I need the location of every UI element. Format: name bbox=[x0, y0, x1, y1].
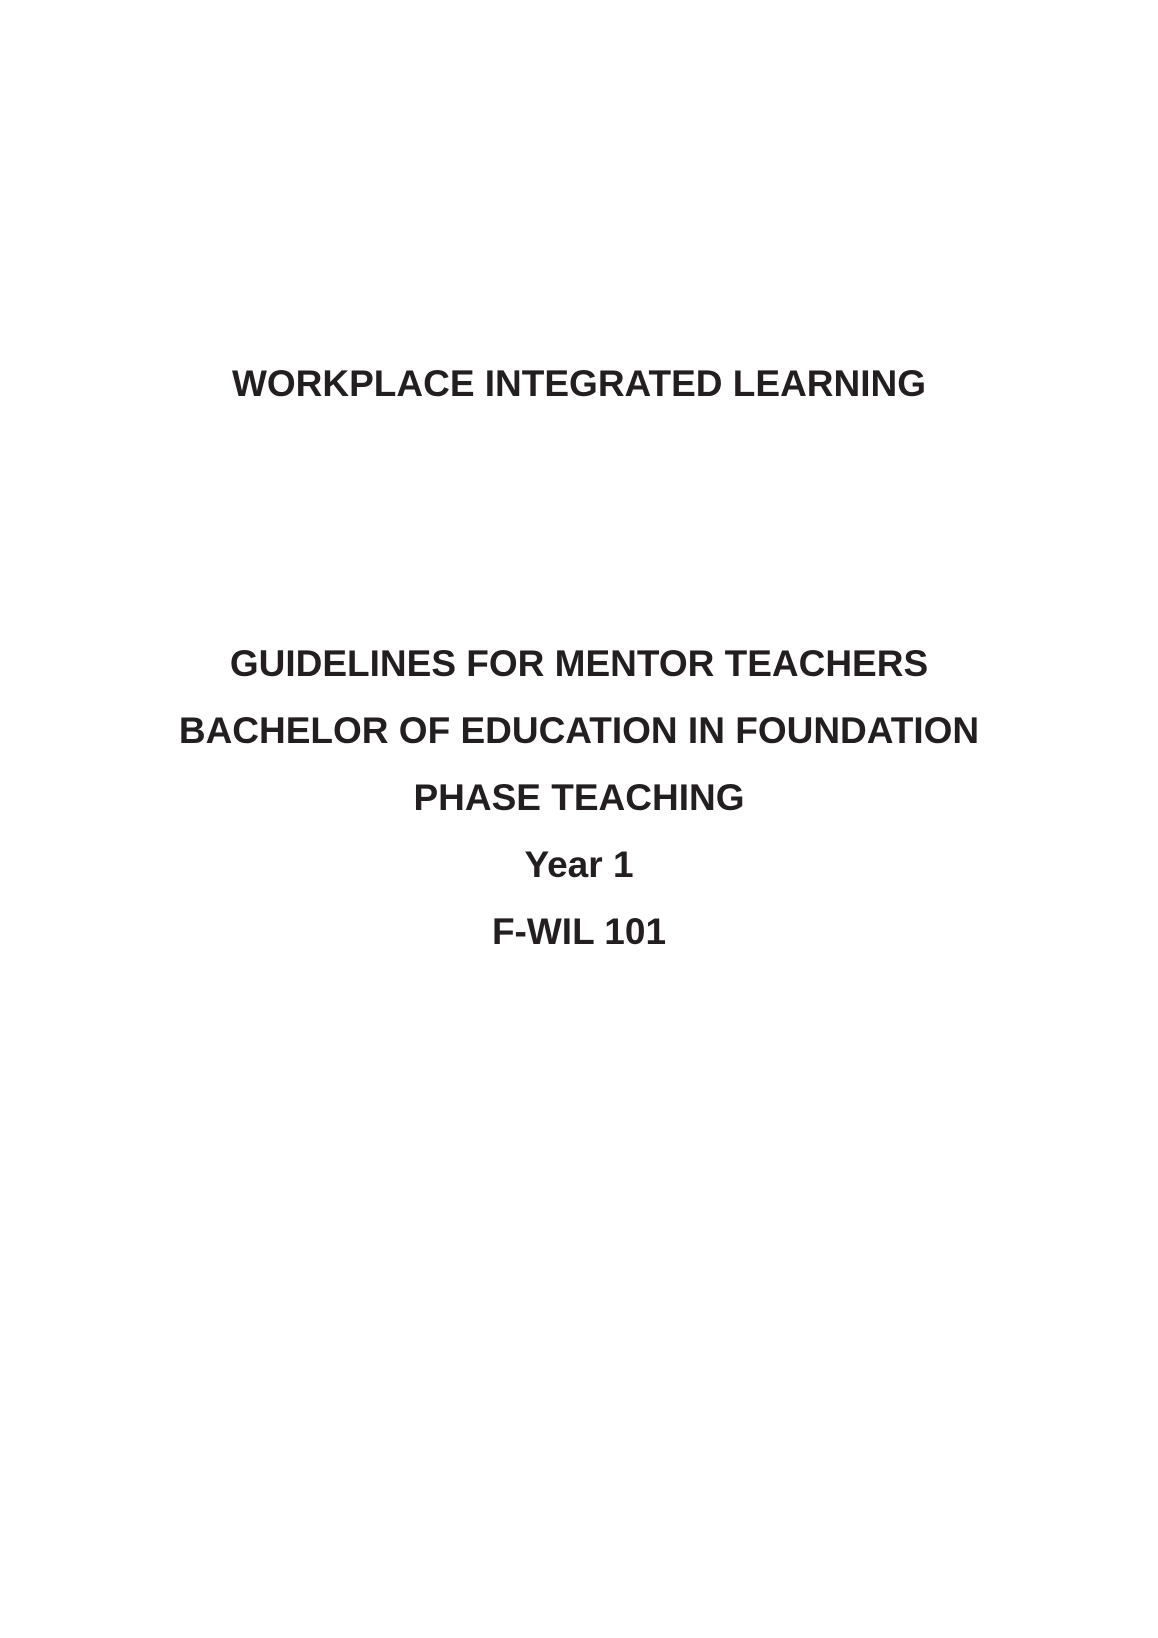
guidelines-heading: GUIDELINES FOR MENTOR TEACHERS bbox=[229, 643, 929, 684]
document-title: WORKPLACE INTEGRATED LEARNING bbox=[231, 363, 927, 404]
cover-details bbox=[0, 630, 1158, 965]
module-code: F-WIL 101 bbox=[491, 911, 667, 952]
year-label: Year 1 bbox=[524, 844, 634, 885]
programme-name-line-1: BACHELOR OF EDUCATION IN FOUNDATION bbox=[178, 710, 980, 751]
programme-name-line-2: PHASE TEACHING bbox=[413, 777, 745, 818]
